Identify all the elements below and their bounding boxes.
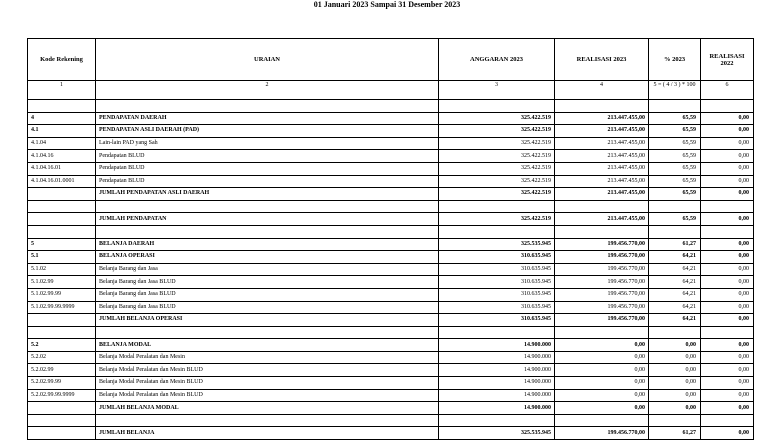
realisasi-prev-cell: 0,00 [701,301,754,314]
uraian-cell: Lain-lain PAD yang Sah [96,137,439,150]
anggaran-cell: 325.422.519 [439,137,555,150]
header-persen: % 2023 [649,39,701,81]
realisasi-cell: 199.456.770,00 [555,427,649,440]
anggaran-cell: 325.422.519 [439,188,555,201]
persen-cell: 65,59 [649,137,701,150]
uraian-cell: Belanja Modal Peralatan dan Mesin BLUD [96,377,439,390]
kode-cell: 5.1 [28,251,96,264]
table-row [28,339,754,352]
uraian-cell: BELANJA DAERAH [96,238,439,251]
anggaran-cell [439,225,555,238]
table-row [28,427,754,440]
realisasi-prev-cell: 0,00 [701,389,754,402]
realisasi-prev-cell [701,414,754,427]
realisasi-prev-cell [701,326,754,339]
table-row [28,288,754,301]
persen-cell: 64,21 [649,251,701,264]
table-row [28,175,754,188]
uraian-cell: JUMLAH BELANJA OPERASI [96,314,439,327]
realisasi-cell: 199.456.770,00 [555,301,649,314]
table-row [28,301,754,314]
persen-cell: 0,00 [649,351,701,364]
anggaran-cell: 325.535.945 [439,427,555,440]
persen-cell: 64,21 [649,314,701,327]
report-period-title: 01 Januari 2023 Sampai 31 Desember 2023 [313,0,461,9]
kode-cell: 5.2.02.99.99 [28,377,96,390]
realisasi-prev-cell: 0,00 [701,150,754,163]
kode-cell: 5 [28,238,96,251]
anggaran-cell: 325.422.519 [439,112,555,125]
persen-cell [649,414,701,427]
anggaran-cell [439,326,555,339]
anggaran-cell: 325.422.519 [439,125,555,138]
col-number: 2 [96,81,439,100]
header-uraian: URAIAN [96,39,439,81]
kode-cell [28,213,96,226]
uraian-cell: Belanja Barang dan Jasa BLUD [96,301,439,314]
realisasi-cell: 199.456.770,00 [555,238,649,251]
table-row [28,238,754,251]
kode-cell [28,414,96,427]
realisasi-prev-cell: 0,00 [701,276,754,289]
kode-cell [28,402,96,415]
persen-cell [649,326,701,339]
persen-cell: 65,59 [649,162,701,175]
realisasi-cell [555,200,649,213]
uraian-cell: JUMLAH PENDAPATAN ASLI DAERAH [96,188,439,201]
kode-cell: 5.1.02 [28,263,96,276]
realisasi-prev-cell: 0,00 [701,238,754,251]
header-anggaran: ANGGARAN 2023 [439,39,555,81]
realisasi-cell: 213.447.455,00 [555,213,649,226]
uraian-cell [96,100,439,113]
table-row [28,263,754,276]
realisasi-prev-cell: 0,00 [701,125,754,138]
kode-cell: 4.1 [28,125,96,138]
persen-cell: 65,59 [649,125,701,138]
persen-cell [649,200,701,213]
realisasi-prev-cell: 0,00 [701,213,754,226]
table-row [28,276,754,289]
budget-realization-table [27,38,754,440]
anggaran-cell: 325.422.519 [439,175,555,188]
realisasi-prev-cell: 0,00 [701,188,754,201]
kode-cell [28,188,96,201]
kode-cell [28,427,96,440]
realisasi-prev-cell: 0,00 [701,364,754,377]
anggaran-cell: 310.635.945 [439,263,555,276]
kode-cell [28,200,96,213]
table-row [28,125,754,138]
realisasi-cell: 213.447.455,00 [555,112,649,125]
persen-cell: 65,59 [649,150,701,163]
uraian-cell: BELANJA MODAL [96,339,439,352]
kode-cell: 4.1.04 [28,137,96,150]
uraian-cell: Belanja Barang dan Jasa BLUD [96,276,439,289]
header-realisasi-prev: REALISASI 2022 [701,39,754,81]
anggaran-cell: 14.900.000 [439,351,555,364]
anggaran-cell: 325.535.945 [439,238,555,251]
realisasi-cell [555,100,649,113]
anggaran-cell: 310.635.945 [439,276,555,289]
kode-cell [28,225,96,238]
table-row [28,150,754,163]
header-kode-rekening: Kode Rekening [28,39,96,81]
realisasi-cell: 0,00 [555,351,649,364]
anggaran-cell [439,200,555,213]
col-number: 3 [439,81,555,100]
anggaran-cell: 310.635.945 [439,288,555,301]
realisasi-prev-cell: 0,00 [701,251,754,264]
realisasi-cell: 0,00 [555,402,649,415]
persen-cell: 61,27 [649,427,701,440]
table-row [28,200,754,213]
anggaran-cell: 14.900.000 [439,389,555,402]
kode-cell [28,326,96,339]
kode-cell: 5.2 [28,339,96,352]
kode-cell: 5.1.02.99.99.9999 [28,301,96,314]
table-row [28,314,754,327]
table-row [28,351,754,364]
anggaran-cell: 14.900.000 [439,377,555,390]
persen-cell: 61,27 [649,238,701,251]
table-row [28,100,754,113]
col-number: 4 [555,81,649,100]
realisasi-prev-cell: 0,00 [701,339,754,352]
uraian-cell: Belanja Modal Peralatan dan Mesin BLUD [96,389,439,402]
uraian-cell: PENDAPATAN ASLI DAERAH (PAD) [96,125,439,138]
realisasi-cell [555,225,649,238]
table-row [28,414,754,427]
uraian-cell: BELANJA OPERASI [96,251,439,264]
uraian-cell: Belanja Modal Peralatan dan Mesin BLUD [96,364,439,377]
uraian-cell [96,414,439,427]
realisasi-cell: 0,00 [555,377,649,390]
realisasi-prev-cell: 0,00 [701,288,754,301]
persen-cell: 65,59 [649,188,701,201]
kode-cell: 4.1.04.16.01 [28,162,96,175]
realisasi-prev-cell: 0,00 [701,112,754,125]
uraian-cell [96,200,439,213]
persen-cell: 64,21 [649,288,701,301]
realisasi-prev-cell: 0,00 [701,402,754,415]
realisasi-cell [555,326,649,339]
realisasi-cell: 213.447.455,00 [555,175,649,188]
anggaran-cell: 14.900.000 [439,364,555,377]
persen-cell: 0,00 [649,364,701,377]
table-row [28,225,754,238]
kode-cell: 5.1.02.99.99 [28,288,96,301]
uraian-cell: Belanja Barang dan Jasa [96,263,439,276]
col-number: 6 [701,81,754,100]
persen-cell: 0,00 [649,402,701,415]
realisasi-cell: 213.447.455,00 [555,125,649,138]
anggaran-cell: 14.900.000 [439,402,555,415]
realisasi-cell: 0,00 [555,364,649,377]
realisasi-prev-cell: 0,00 [701,377,754,390]
persen-cell: 0,00 [649,389,701,402]
realisasi-cell: 213.447.455,00 [555,162,649,175]
table-row [28,402,754,415]
col-number: 5 = ( 4 / 3 ) * 100 [649,81,701,100]
uraian-cell [96,225,439,238]
persen-cell: 65,59 [649,112,701,125]
col-number: 1 [28,81,96,100]
realisasi-prev-cell [701,200,754,213]
realisasi-cell: 213.447.455,00 [555,137,649,150]
realisasi-prev-cell: 0,00 [701,263,754,276]
uraian-cell: Pendapatan BLUD [96,150,439,163]
persen-cell: 0,00 [649,377,701,390]
persen-cell: 0,00 [649,339,701,352]
anggaran-cell: 14.900.000 [439,339,555,352]
uraian-cell: PENDAPATAN DAERAH [96,112,439,125]
table-row [28,188,754,201]
realisasi-prev-cell [701,225,754,238]
table-row [28,326,754,339]
column-number-row [28,81,754,100]
kode-cell [28,100,96,113]
anggaran-cell: 325.422.519 [439,150,555,163]
persen-cell: 65,59 [649,175,701,188]
uraian-cell: Pendapatan BLUD [96,162,439,175]
realisasi-prev-cell: 0,00 [701,314,754,327]
realisasi-prev-cell [701,100,754,113]
anggaran-cell: 325.422.519 [439,213,555,226]
header-realisasi: REALISASI 2023 [555,39,649,81]
uraian-cell: Belanja Barang dan Jasa BLUD [96,288,439,301]
uraian-cell: JUMLAH PENDAPATAN [96,213,439,226]
uraian-cell: Pendapatan BLUD [96,175,439,188]
realisasi-cell: 213.447.455,00 [555,150,649,163]
uraian-cell: JUMLAH BELANJA [96,427,439,440]
realisasi-prev-cell: 0,00 [701,162,754,175]
realisasi-prev-cell: 0,00 [701,427,754,440]
table-row [28,389,754,402]
table-row [28,364,754,377]
realisasi-prev-cell: 0,00 [701,137,754,150]
persen-cell: 64,21 [649,301,701,314]
anggaran-cell: 310.635.945 [439,301,555,314]
persen-cell: 64,21 [649,276,701,289]
realisasi-cell: 0,00 [555,339,649,352]
table-row [28,162,754,175]
table-row [28,377,754,390]
uraian-cell: Belanja Modal Peralatan dan Mesin [96,351,439,364]
kode-cell: 4.1.04.16 [28,150,96,163]
anggaran-cell [439,100,555,113]
table-header-row [28,39,754,81]
kode-cell: 5.2.02.99.99.9999 [28,389,96,402]
realisasi-cell: 199.456.770,00 [555,263,649,276]
realisasi-cell [555,414,649,427]
realisasi-prev-cell: 0,00 [701,175,754,188]
kode-cell: 5.1.02.99 [28,276,96,289]
uraian-cell: JUMLAH BELANJA MODAL [96,402,439,415]
realisasi-cell: 199.456.770,00 [555,288,649,301]
anggaran-cell: 310.635.945 [439,314,555,327]
realisasi-cell: 199.456.770,00 [555,314,649,327]
persen-cell [649,225,701,238]
table-row [28,251,754,264]
table-row [28,112,754,125]
kode-cell: 4.1.04.16.01.0001 [28,175,96,188]
kode-cell: 4 [28,112,96,125]
kode-cell: 5.2.02.99 [28,364,96,377]
realisasi-cell: 199.456.770,00 [555,251,649,264]
realisasi-cell: 199.456.770,00 [555,276,649,289]
table-row [28,137,754,150]
realisasi-prev-cell: 0,00 [701,351,754,364]
uraian-cell [96,326,439,339]
persen-cell: 65,59 [649,213,701,226]
realisasi-cell: 213.447.455,00 [555,188,649,201]
persen-cell [649,100,701,113]
kode-cell [28,314,96,327]
realisasi-cell: 0,00 [555,389,649,402]
anggaran-cell: 325.422.519 [439,162,555,175]
persen-cell: 64,21 [649,263,701,276]
table-row [28,213,754,226]
anggaran-cell: 310.635.945 [439,251,555,264]
kode-cell: 5.2.02 [28,351,96,364]
anggaran-cell [439,414,555,427]
